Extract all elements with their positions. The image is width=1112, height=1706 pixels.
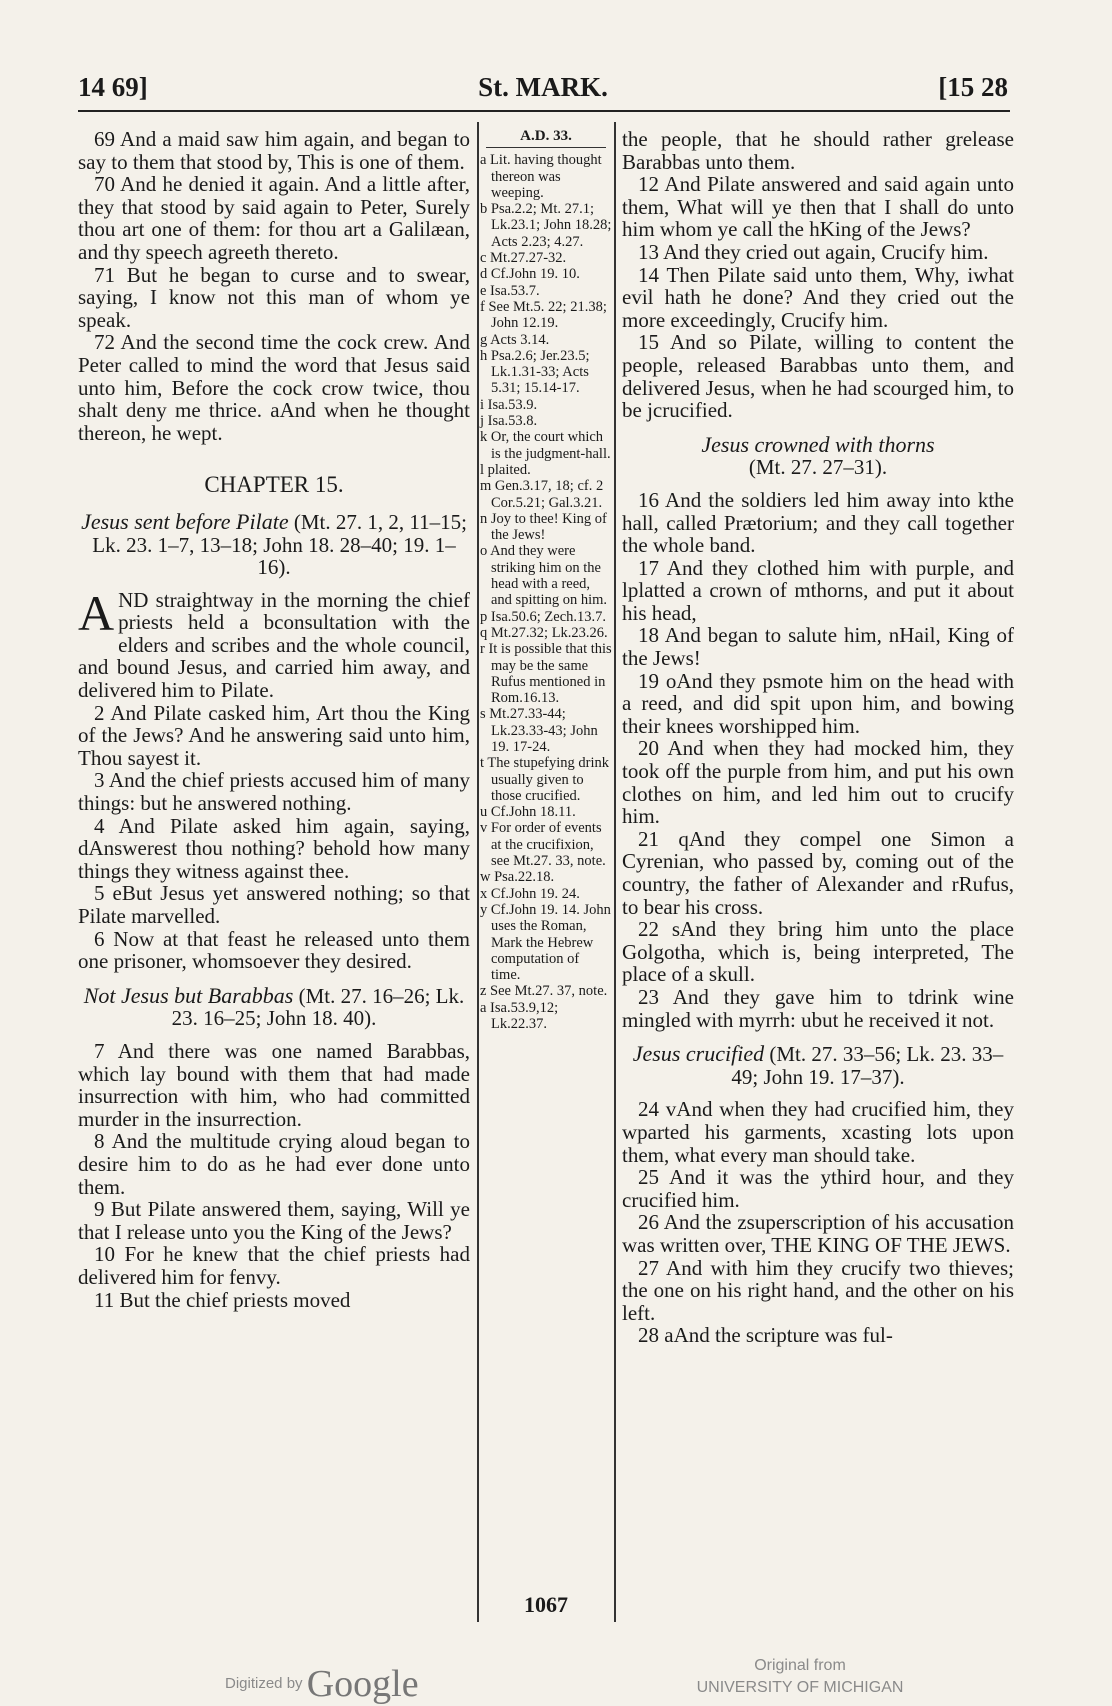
digitized-label: Digitized by bbox=[225, 1675, 303, 1692]
margin-note: j Isa.53.8. bbox=[480, 413, 538, 430]
margin-note: r It is possible that this may be the same Rufus mentioned in Rom.16.13. bbox=[480, 641, 612, 707]
verse-7: 7 And there was one named Barabbas, which lay bound with them that had made insurrection with him, who had committed murder in the insurrection. bbox=[78, 1038, 470, 1131]
margin-note: b Psa.2.2; Mt. 27.1; Lk.23.1; John 18.28; Acts 2.23; 4.27. bbox=[480, 201, 612, 250]
margin-note: z See Mt.27. 37, note. bbox=[480, 983, 608, 1000]
verse-13: 13 And they cried out again, Crucify him. bbox=[638, 239, 989, 264]
section-title: Jesus crowned with thorns bbox=[701, 431, 935, 457]
university-label: UNIVERSITY OF MICHIGAN bbox=[696, 1679, 904, 1696]
verse-69: 69 And a maid saw him again, and began to say to them that stood by, This is one of them. bbox=[78, 127, 470, 174]
verse-16: 16 And the soldiers led him away into kthe hall, called Prætorium; and they call together the whole band. bbox=[622, 487, 1014, 558]
verse-10: 10 For he knew that the chief priests had delivered him for fenvy. bbox=[78, 1242, 470, 1289]
margin-note: p Isa.50.6; Zech.13.7. bbox=[480, 608, 607, 625]
header-book-title: St. MARK. bbox=[478, 72, 608, 102]
section-refs: (Mt. 27. 1, 2, 11–15; Lk. 23. 1–7, 13–18; John 18. 28–40; 19. 1–16). bbox=[92, 509, 467, 580]
verse-14: 14 Then Pilate said unto them, Why, iwhat evil hath he done? And they cried out the more exceedingly, Crucify him. bbox=[622, 262, 1014, 332]
right-text-column bbox=[622, 128, 1014, 1347]
section-heading-barabbas bbox=[78, 982, 470, 1031]
verse-21: 21 qAnd they compel one Simon a Cyrenian, who passed by, coming out of the country, the father of Alexander and rRufus, to bear his cross. bbox=[622, 826, 1014, 919]
digitized-by-watermark bbox=[225, 1662, 419, 1706]
margin-note: h Psa.2.6; Jer.23.5; Lk.1.31-33; Acts 5.31; 15.14-17. bbox=[480, 347, 590, 397]
section-refs: (Mt. 27. 33–56; Lk. 23. 33–49; John 19. 17–37). bbox=[731, 1042, 1004, 1089]
margin-note: a Isa.53.9,12; Lk.22.37. bbox=[480, 999, 559, 1033]
verse-1 bbox=[78, 584, 470, 703]
header-rule bbox=[78, 110, 1010, 112]
verse-1-text: ND straightway in the morning the chief priests held a bconsultation with the elders and scribes and the whole council, and bound Jesus, and carried him away, and delivered him to Pilate. bbox=[78, 587, 470, 703]
section-heading-crucified bbox=[622, 1043, 1014, 1088]
page-number: 1067 bbox=[524, 1592, 568, 1617]
margin-note: q Mt.27.32; Lk.23.26. bbox=[480, 624, 608, 641]
header-right-ref: [15 28 bbox=[938, 72, 1008, 102]
verse-22: 22 sAnd they bring him unto the place Golgotha, which is, being interpreted, The place of a skull. bbox=[622, 917, 1014, 987]
verse-3: 3 And the chief priests accused him of many things: but he answered nothing. bbox=[78, 768, 470, 816]
margin-note: g Acts 3.14. bbox=[480, 331, 550, 348]
margin-note: a Lit. having thought thereon was weeping. bbox=[480, 152, 602, 201]
verse-24: 24 vAnd when they had crucified him, they wparted his garments, xcasting lots upon them, what every man should take. bbox=[622, 1097, 1014, 1167]
verse-8: 8 And the multitude crying aloud began to desire him to do as he had ever done unto them. bbox=[78, 1129, 470, 1199]
verse-20: 20 And when they had mocked him, they took off the purple from him, and put his own clothes on him, and led him out to crucify him. bbox=[622, 736, 1014, 829]
verse-17: 17 And they clothed him with purple, and lplatted a crown of mthorns, and put it about his head, bbox=[622, 555, 1014, 625]
margin-note: i Isa.53.9. bbox=[480, 396, 538, 413]
section-heading-thorns bbox=[622, 431, 1014, 480]
margin-note: s Mt.27.33-44; Lk.23.33-43; John 19. 17-24. bbox=[480, 706, 598, 755]
margin-note: d Cf.John 19. 10. bbox=[480, 266, 580, 283]
verse-12: 12 And Pilate answered and said again unto them, What will ye then that I shall do unto him whom ye call the hKing of the Jews? bbox=[622, 172, 1014, 242]
verse-9: 9 But Pilate answered them, saying, Will ye that I release unto you the King of the Jews? bbox=[78, 1197, 470, 1244]
verse-26: 26 And the zsuperscription of his accusation was written over, THE KING OF THE JEWS. bbox=[622, 1210, 1014, 1257]
left-text-column bbox=[78, 128, 470, 1311]
verse-11-cont: the people, that he should rather grelease Barabbas unto them. bbox=[622, 127, 1014, 174]
margin-note: m Gen.3.17, 18; cf. 2 Cor.5.21; Gal.3.21. bbox=[480, 478, 604, 511]
verse-71: 71 But he began to curse and to swear, saying, I know not this man of whom ye speak. bbox=[78, 262, 470, 332]
verse-25: 25 And it was the ythird hour, and they crucified him. bbox=[622, 1165, 1014, 1212]
column-divider-right bbox=[614, 122, 616, 1622]
verse-23: 23 And they gave him to tdrink wine mingled with myrrh: ubut he received it not. bbox=[622, 984, 1014, 1032]
margin-note: c Mt.27.27-32. bbox=[480, 250, 567, 267]
margin-note: l plaited. bbox=[480, 461, 531, 478]
drop-cap: A bbox=[78, 584, 115, 641]
margin-note: f See Mt.5. 22; 21.38; John 12.19. bbox=[480, 298, 607, 332]
header-left-ref: 14 69] bbox=[78, 72, 148, 102]
margin-note: x Cf.John 19. 24. bbox=[480, 885, 580, 902]
verse-2: 2 And Pilate casked him, Art thou the King of the Jews? And he answering said unto him, Thou sayest it. bbox=[78, 700, 470, 770]
verse-28: 28 aAnd the scripture was ful- bbox=[638, 1323, 893, 1348]
verse-18: 18 And began to salute him, nHail, King of the Jews! bbox=[622, 623, 1014, 671]
verse-15: 15 And so Pilate, willing to content the people, released Barabbas unto them, and delivered Jesus, when he had scourged him, to be jcrucified. bbox=[622, 330, 1014, 423]
margin-note: w Psa.22.18. bbox=[480, 869, 555, 886]
section-refs: (Mt. 27. 27–31). bbox=[748, 455, 888, 480]
original-from-watermark bbox=[650, 1655, 950, 1699]
section-title: Not Jesus but Barabbas bbox=[83, 982, 294, 1008]
verse-19: 19 oAnd they psmote him on the head with a reed, and did spit upon him, and bowing their knees worshipped him. bbox=[622, 668, 1014, 738]
verse-70: 70 And he denied it again. And a little after, they that stood by said again to Peter, Surely thou art one of them: for thou art a Galilæan, and thy speech agreeth thereto. bbox=[78, 172, 470, 264]
verse-6: 6 Now at that feast he released unto them one prisoner, whomsoever they desired. bbox=[78, 926, 470, 974]
margin-note: v For order of events at the crucifixion, see Mt.27. 33, note. bbox=[480, 820, 606, 870]
verse-27: 27 And with him they crucify two thieves; the one on his right hand, and the other on his left. bbox=[622, 1255, 1014, 1325]
section-title: Jesus sent before Pilate bbox=[81, 508, 289, 534]
verse-4: 4 And Pilate asked him again, saying, dAnswerest thou nothing? behold how many things they witness against thee. bbox=[78, 813, 470, 883]
column-divider-left bbox=[477, 122, 479, 1622]
section-title: Jesus crucified bbox=[632, 1041, 765, 1067]
chapter-heading: CHAPTER 15. bbox=[204, 472, 344, 498]
margin-date: A.D. 33. bbox=[486, 128, 606, 148]
google-logo: Google bbox=[306, 1663, 419, 1705]
margin-note: k Or, the court which is the judgment-hall. bbox=[480, 429, 611, 462]
verse-5: 5 eBut Jesus yet answered nothing; so that Pilate marvelled. bbox=[78, 881, 470, 928]
margin-note: y Cf.John 19. 14. John uses the Roman, Mark the Hebrew computation of time. bbox=[480, 901, 611, 984]
original-from-label: Original from bbox=[754, 1657, 846, 1674]
verse-72: 72 And the second time the cock crew. And Peter called to mind the word that Jesus said unto him, Before the cock crow twice, thou shalt deny me thrice. aAnd when he thought thereon, he wept. bbox=[78, 330, 470, 445]
margin-note: e Isa.53.7. bbox=[480, 282, 540, 299]
verse-11: 11 But the chief priests moved bbox=[94, 1287, 351, 1312]
margin-note: u Cf.John 18.11. bbox=[480, 804, 576, 821]
margin-note: o And they were striking him on the head with a reed, and spitting on him. bbox=[480, 543, 607, 609]
section-refs: (Mt. 27. 16–26; Lk. 23. 16–25; John 18. 40). bbox=[171, 983, 465, 1031]
section-heading-pilate bbox=[78, 508, 470, 580]
margin-note: n Joy to thee! King of the Jews! bbox=[480, 510, 607, 544]
marginal-references bbox=[480, 128, 612, 1032]
running-header bbox=[78, 72, 1008, 106]
margin-note: t The stupefying drink usually given to those crucified. bbox=[480, 755, 610, 804]
